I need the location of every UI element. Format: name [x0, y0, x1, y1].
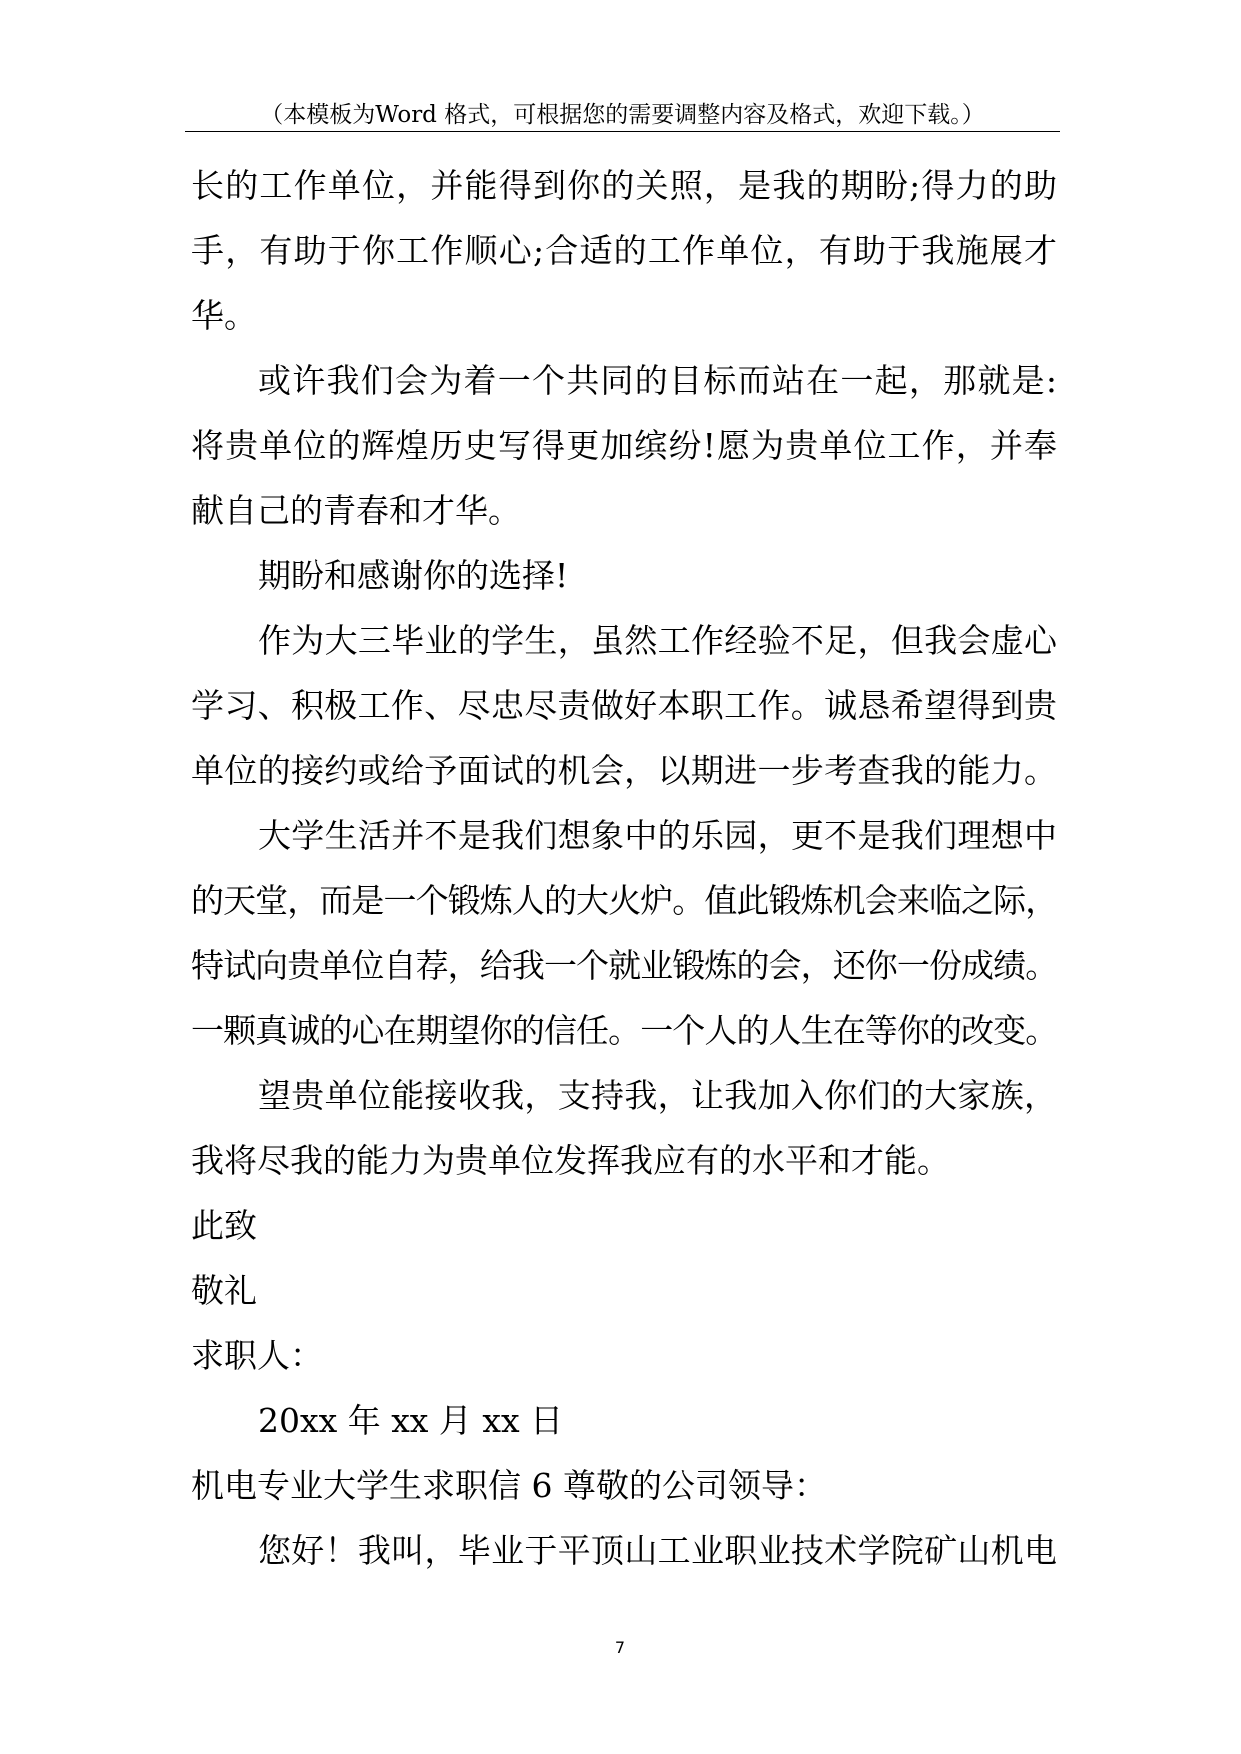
- closing-respect: [191, 1258, 1057, 1323]
- line-text: 敬礼: [191, 1271, 257, 1310]
- line-text: 此致: [191, 1206, 257, 1245]
- line-text: 20xx 年 xx 月 xx 日: [258, 1401, 564, 1440]
- line-text: 期盼和感谢你的选择!: [258, 556, 569, 595]
- line-text: 大学生活并不是我们想象中的乐园，更不是我们理想中: [258, 816, 1057, 855]
- body-line: [191, 673, 1057, 738]
- body-line: [191, 1128, 1057, 1193]
- body-line: [191, 868, 1057, 933]
- line-text: 我将尽我的能力为贵单位发挥我应有的水平和才能。: [191, 1141, 950, 1180]
- signature-label: [191, 1323, 1057, 1388]
- header-divider: [185, 131, 1060, 132]
- body-line: [191, 1323, 1057, 1388]
- line-text: 献自己的青春和才华。: [191, 491, 521, 530]
- line-text: 单位的接约或给予面试的机会，以期进一步考查我的能力。: [191, 751, 1057, 790]
- body-line: [191, 478, 1057, 543]
- paragraph: [191, 803, 1057, 1063]
- line-text: 手，有助于你工作顺心;合适的工作单位，有助于我施展才: [191, 231, 1057, 270]
- section-title: [191, 1453, 1057, 1518]
- letter-body: [191, 153, 1057, 1583]
- line-text: 学习、积极工作、尽忠尽责做好本职工作。诚恳希望得到贵: [191, 686, 1057, 725]
- letter-date: [191, 1388, 1057, 1453]
- body-line: [191, 1193, 1057, 1258]
- paragraph: [191, 1063, 1057, 1193]
- line-text: 长的工作单位，并能得到你的关照，是我的期盼;得力的助: [191, 166, 1057, 205]
- paragraph: [191, 348, 1057, 543]
- paragraph: [191, 543, 1057, 608]
- body-line: [191, 153, 1057, 218]
- body-line: [191, 348, 1057, 413]
- line-text: 华。: [191, 296, 257, 335]
- paragraph: [191, 1518, 1057, 1583]
- body-line: [191, 608, 1057, 673]
- body-line: [191, 413, 1057, 478]
- line-text: 您好！我叫，毕业于平顶山工业职业技术学院矿山机电: [258, 1531, 1057, 1570]
- body-line: [191, 1453, 1057, 1518]
- line-text: 的天堂，而是一个锻炼人的大火炉。值此锻炼机会来临之际，: [191, 881, 1057, 920]
- body-line: [191, 283, 1057, 348]
- line-text: 机电专业大学生求职信 6 尊敬的公司领导：: [191, 1466, 827, 1505]
- body-line: [191, 543, 1057, 608]
- body-line: [191, 738, 1057, 803]
- line-text: 一颗真诚的心在期望你的信任。一个人的人生在等你的改变。: [191, 1011, 1057, 1050]
- body-line: [191, 1518, 1057, 1583]
- body-line: [191, 218, 1057, 283]
- line-text: 求职人：: [191, 1336, 323, 1375]
- body-line: [191, 803, 1057, 868]
- line-text: 或许我们会为着一个共同的目标而站在一起，那就是:: [258, 361, 1057, 400]
- line-text: 望贵单位能接收我，支持我，让我加入你们的大家族，: [258, 1076, 1057, 1115]
- page-number: 7: [614, 1638, 626, 1657]
- line-text: 作为大三毕业的学生，虽然工作经验不足，但我会虚心: [258, 621, 1057, 660]
- paragraph: [191, 153, 1057, 348]
- body-line: [191, 1258, 1057, 1323]
- paragraph: [191, 608, 1057, 803]
- line-text: 特试向贵单位自荐，给我一个就业锻炼的会，还你一份成绩。: [191, 946, 1057, 985]
- body-line: [191, 933, 1057, 998]
- line-text: 将贵单位的辉煌历史写得更加缤纷!愿为贵单位工作，并奉: [191, 426, 1057, 465]
- body-line: [191, 1063, 1057, 1128]
- closing-salutation: [191, 1193, 1057, 1258]
- template-note-header: （本模板为Word 格式，可根据您的需要调整内容及格式，欢迎下载。）: [260, 102, 985, 128]
- body-line: [191, 1388, 1057, 1453]
- body-line: [191, 998, 1057, 1063]
